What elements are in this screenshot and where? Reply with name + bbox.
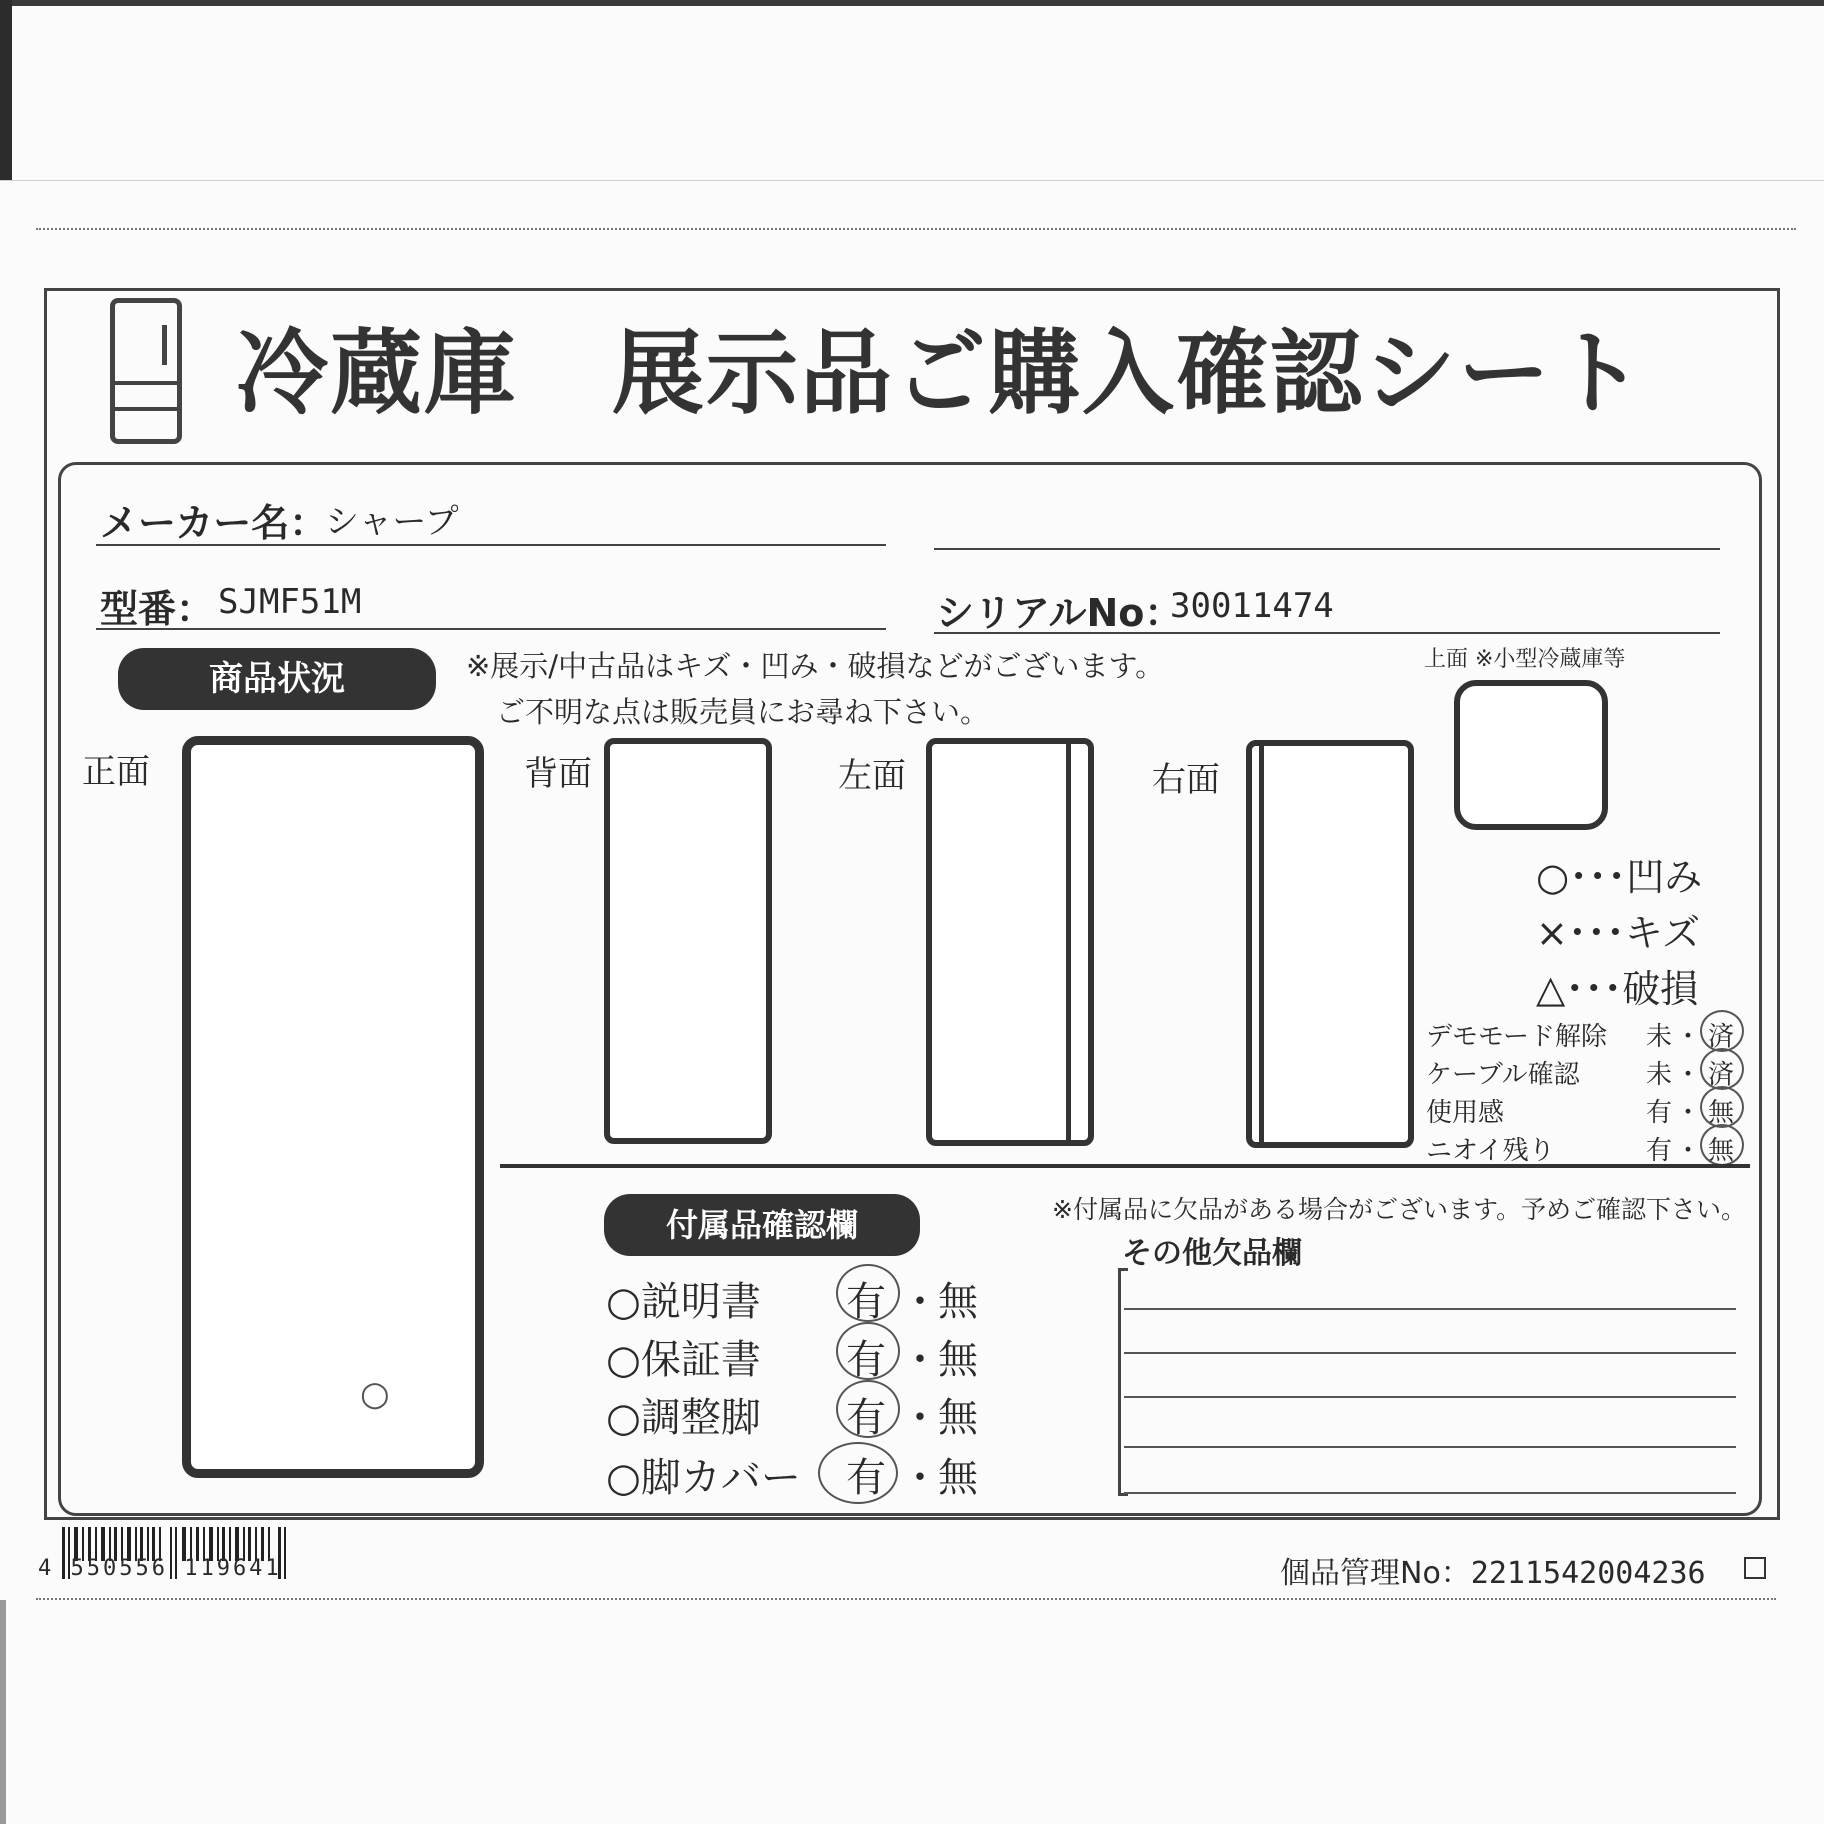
selected-circle-warranty [836,1322,900,1380]
selected-circle-feet [836,1380,900,1438]
acc-label-manual: ○説明書 [606,1279,761,1325]
scan-page-edge [0,180,1824,181]
right-panel-door-edge [1259,746,1264,1142]
other-missing-line-5[interactable] [1124,1492,1736,1494]
scan-top-edge [0,0,1824,6]
legend-scratch: ×･･･キズ [1536,911,1701,955]
acc-yes-feet[interactable]: 有 [846,1395,886,1441]
section-divider [500,1164,1750,1168]
sheet-title: 冷蔵庫 展示品ご購入確認シート [236,320,1647,427]
left-panel-door-edge [1066,744,1071,1140]
front-panel[interactable] [182,736,484,1478]
selected-circle-odor [1700,1124,1744,1166]
other-missing-line-2[interactable] [1124,1352,1736,1354]
dotted-cut-line-bottom [36,1598,1776,1600]
acc-no-warranty[interactable]: 無 [938,1337,978,1383]
check-opt1-demo[interactable]: 未 [1646,1022,1673,1052]
maker-underline [96,544,886,546]
check-sep-odor: ・ [1675,1136,1702,1166]
fridge-icon [110,298,182,444]
acc-sep-warranty: ・ [900,1337,940,1383]
legend-damage: △･･･破損 [1536,967,1699,1011]
check-opt1-odor[interactable]: 有 [1646,1136,1673,1166]
check-opt1-usage[interactable]: 有 [1646,1098,1673,1128]
selected-circle-usage [1700,1086,1744,1128]
selected-circle-manual [836,1264,900,1322]
management-checkbox[interactable] [1744,1557,1766,1579]
acc-label-feet: ○調整脚 [606,1395,761,1441]
check-label-demo: デモモード解除 [1426,1022,1607,1052]
other-missing-line-4[interactable] [1124,1446,1736,1448]
check-sep-cable: ・ [1675,1060,1702,1090]
acc-sep-feet-cover: ・ [900,1455,940,1501]
front-mark: ○ [360,1374,390,1414]
management-number: 個品管理No：2211542004236 [1280,1556,1706,1591]
back-panel[interactable] [604,738,772,1144]
acc-no-feet-cover[interactable]: 無 [938,1455,978,1501]
acc-yes-feet-cover[interactable]: 有 [846,1455,886,1501]
other-missing-bracket [1118,1268,1128,1496]
accessories-note: ※付属品に欠品がある場合がございます。予めご確認下さい。 [1052,1195,1746,1224]
acc-sep-feet: ・ [900,1395,940,1441]
selected-circle-feet-cover [818,1442,898,1504]
serial-underline [934,632,1720,634]
check-sep-usage: ・ [1675,1098,1702,1128]
serial-value[interactable]: 30011474 [1170,586,1334,626]
acc-yes-warranty[interactable]: 有 [846,1337,886,1383]
top-panel[interactable] [1454,680,1608,830]
dotted-cut-line-top [36,228,1796,230]
acc-no-feet[interactable]: 無 [938,1395,978,1441]
check-sep-demo: ・ [1675,1022,1702,1052]
other-missing-line-1[interactable] [1124,1308,1736,1310]
top-face-label: 上面 ※小型冷蔵庫等 [1424,647,1626,672]
accessories-heading: 付属品確認欄 [604,1194,920,1256]
acc-no-manual[interactable]: 無 [938,1279,978,1325]
right-label: 右面 [1152,760,1220,800]
other-missing-line-3[interactable] [1124,1396,1736,1398]
condition-heading: 商品状況 [118,648,436,710]
acc-yes-manual[interactable]: 有 [846,1279,886,1325]
other-missing-heading: その他欠品欄 [1122,1236,1302,1271]
model-value[interactable]: SJMF51M [218,582,362,622]
barcode-digits: 4 550556 119641 [38,1556,282,1581]
acc-sep-manual: ・ [900,1279,940,1325]
check-label-usage: 使用感 [1426,1098,1505,1128]
check-opt1-cable[interactable]: 未 [1646,1060,1673,1090]
model-label: 型番： [100,587,215,631]
legend-dent: ○･･･凹み [1536,855,1703,899]
check-opt2-demo[interactable]: 済 [1708,1022,1735,1052]
check-label-cable: ケーブル確認 [1426,1060,1580,1090]
maker-label: メーカー名： [100,501,328,545]
scan-left-edge [0,0,12,180]
selected-circle-cable [1700,1048,1744,1090]
condition-note-2: ご不明な点は販売員にお尋ね下さい。 [496,695,990,729]
check-opt2-odor[interactable]: 無 [1708,1136,1735,1166]
left-label: 左面 [838,756,906,796]
scan-left-edge-lower [0,1600,6,1824]
condition-note-1: ※展示/中古品はキズ・凹み・破損などがございます。 [466,649,1165,683]
serial-label: シリアルNo： [936,591,1183,635]
acc-label-feet-cover: ○脚カバー [606,1455,801,1501]
check-opt2-usage[interactable]: 無 [1708,1098,1735,1128]
back-label: 背面 [524,754,592,794]
check-label-odor: ニオイ残り [1426,1136,1555,1166]
front-label: 正面 [82,752,150,792]
maker-value[interactable]: シャープ [325,502,459,542]
selected-circle-demo [1700,1010,1744,1052]
check-opt2-cable[interactable]: 済 [1708,1060,1735,1090]
model-underline [96,628,886,630]
right-panel[interactable] [1246,740,1414,1148]
blank-underline [934,548,1720,550]
acc-label-warranty: ○保証書 [606,1337,761,1383]
